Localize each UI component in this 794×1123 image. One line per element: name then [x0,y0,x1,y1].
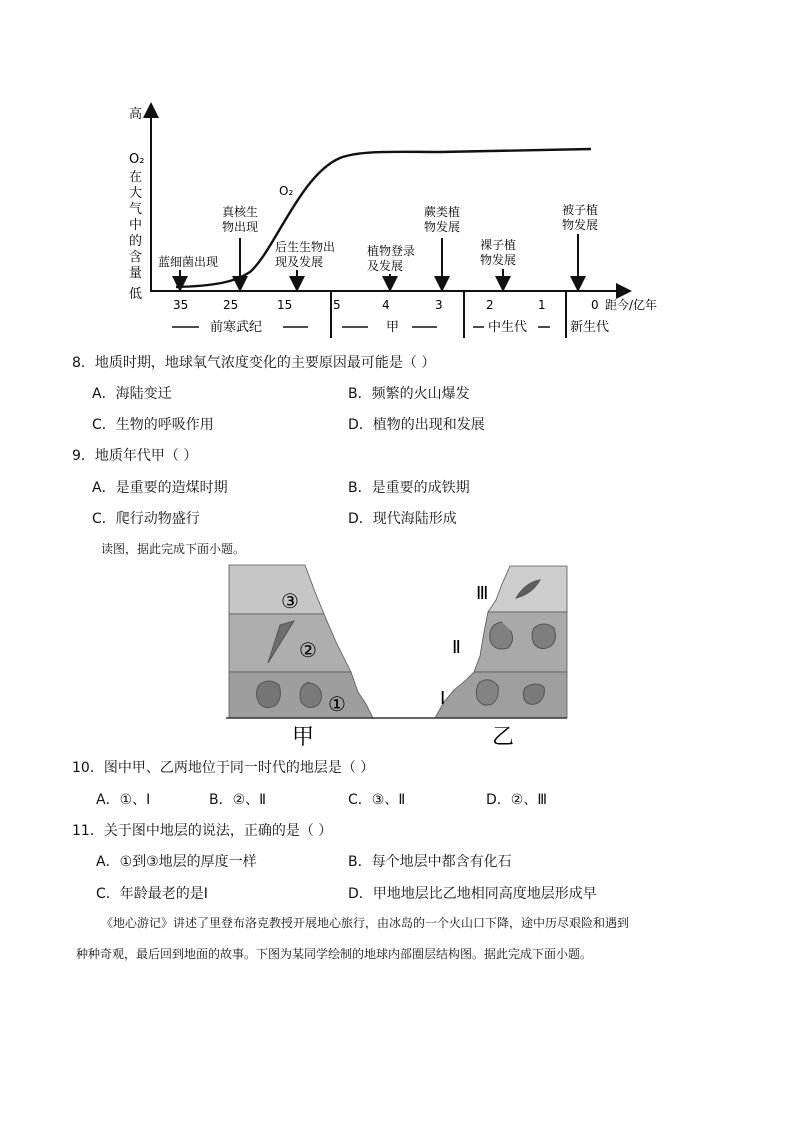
question-11-stem: 11．关于图中地层的说法，正确的是（ ） [72,823,333,839]
intro-journey-line1: 《地心游记》讲述了里登布洛克教授开展地心旅行，由冰岛的一个火山口下降，途中历尽艰险和遇到 [101,916,630,930]
era-label: 甲 [386,320,400,335]
question-8-stem: 8．地质时期，地球氧气浓度变化的主要原因最可能是（ ） [72,355,436,371]
y-low-label: 低 [129,287,143,302]
y-title-char: 含 [129,250,143,265]
y-title-char: O₂ [129,152,145,167]
left-layer-label: ③ [281,589,299,613]
right-layer-label: Ⅱ [452,637,461,658]
right-layer-label: Ⅰ [440,688,446,709]
q11-option-a[interactable]: A．①到③地层的厚度一样 [96,854,257,870]
x-tick-label: 2 [486,298,494,312]
intro-read-figure: 读图，据此完成下面小题。 [101,542,246,556]
shell-fossil [476,680,498,705]
q8-option-d[interactable]: D．植物的出现和发展 [348,417,485,433]
x-tick-label: 0 [591,298,599,312]
y-title-char: 的 [129,234,143,249]
era-label: 新生代 [570,320,610,335]
q10-option-d[interactable]: D．②、Ⅲ [486,792,547,808]
intro-journey-line2: 种种奇观，最后回到地面的故事。下图为某同学绘制的地球内部圈层结构图。据此完成下面小题。 [76,947,593,961]
y-high-label: 高 [129,107,143,122]
left-layer-label: ① [328,692,346,716]
x-tick-label: 4 [382,298,390,312]
event-label: 现及发展 [275,255,324,269]
q9-option-b[interactable]: B．是重要的成铁期 [348,480,470,496]
shell-fossil [532,624,555,649]
y-title-char: 气 [129,202,143,217]
x-tick-label: 1 [538,298,546,312]
event-label: 被子植 [562,203,599,217]
right-layer-label: Ⅲ [476,583,489,604]
x-tick-label: 15 [277,298,293,312]
event-label: 蓝细菌出现 [158,255,219,269]
x-tick-labels [173,298,599,312]
event-label: 植物登录 [367,244,416,258]
event-label: 物发展 [562,218,599,232]
x-tick-label: 3 [435,298,443,312]
q8-option-b[interactable]: B．频繁的火山爆发 [348,386,470,402]
event-label: 及发展 [367,259,404,273]
q11-option-d[interactable]: D．甲地地层比乙地相同高度地层形成早 [348,886,597,902]
event-labels [158,202,598,273]
q9-option-a[interactable]: A．是重要的造煤时期 [92,480,228,496]
q9-option-c[interactable]: C．爬行动物盛行 [92,511,200,527]
event-label: 真核生 [222,205,259,219]
event-label: 后生生物出 [275,240,336,254]
y-title-char: 中 [129,218,143,233]
q10-option-a[interactable]: A．①、Ⅰ [96,792,151,808]
event-label: 裸子植 [480,238,517,252]
strata-figure [226,562,570,752]
x-tick-label: 5 [333,298,341,312]
strata-left [229,565,373,718]
q10-option-b[interactable]: B．②、Ⅱ [209,792,267,808]
left-layer-label: ② [299,638,317,662]
y-title-char: 在 [129,170,143,185]
x-tick-label: 35 [173,298,189,312]
q8-option-c[interactable]: C．生物的呼吸作用 [92,417,214,433]
q11-option-c[interactable]: C．年龄最老的是Ⅰ [96,886,208,902]
question-10-stem: 10．图中甲、乙两地位于同一时代的地层是（ ） [72,760,375,776]
strata-right [435,566,567,718]
event-label: 物发展 [480,253,517,267]
event-label: 物出现 [222,220,259,234]
q10-option-c[interactable]: C．③、Ⅱ [348,792,406,808]
x-axis-unit: 距今/亿年 [605,298,658,312]
event-label: 物发展 [424,220,461,234]
right-site-label: 乙 [492,725,515,750]
question-9-stem: 9．地质年代甲（ ） [72,448,198,464]
q9-option-d[interactable]: D．现代海陆形成 [348,511,457,527]
x-tick-label: 25 [223,298,239,312]
y-axis-title [129,152,144,281]
era-label: 中生代 [488,320,528,335]
left-site-label: 甲 [292,725,315,750]
era-label: 前寒武纪 [210,320,263,335]
oxygen-history-chart [0,0,794,345]
y-title-char: 量 [129,266,143,281]
y-title-char: 大 [129,186,143,201]
q8-option-a[interactable]: A．海陆变迁 [92,386,172,402]
q11-option-b[interactable]: B．每个地层中都含有化石 [348,854,512,870]
curve-label: O₂ [279,184,294,198]
event-label: 蕨类植 [424,205,461,219]
shell-fossil [257,681,281,708]
